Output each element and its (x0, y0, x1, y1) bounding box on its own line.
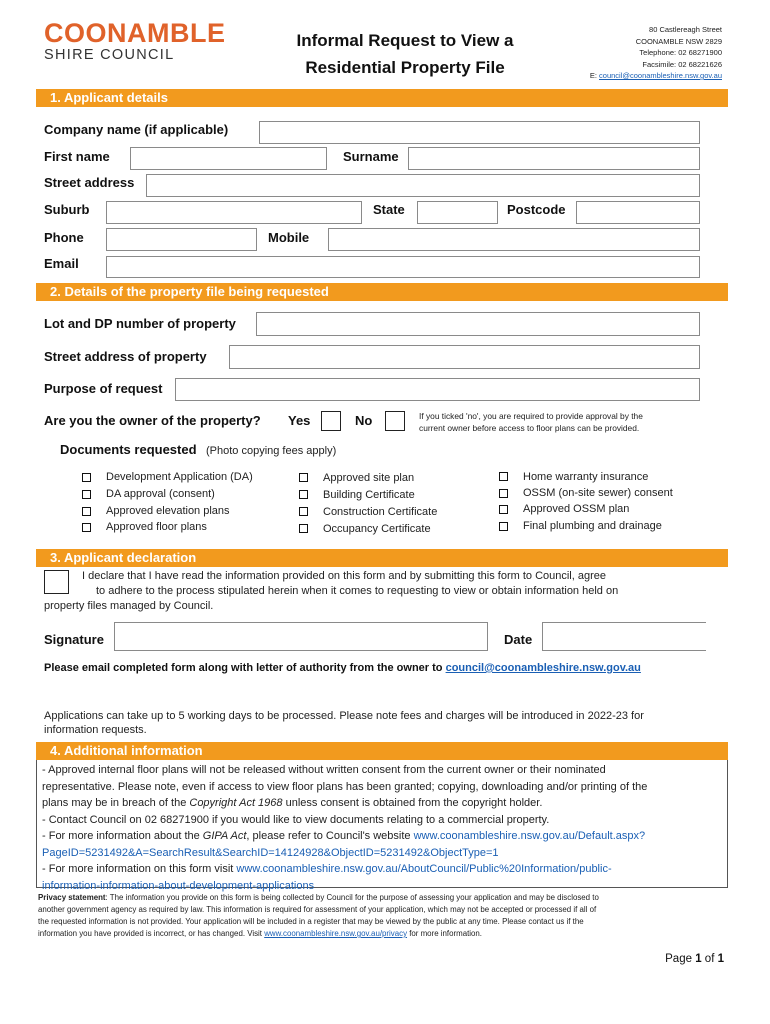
info-text: - For more information on this form visit (42, 863, 237, 875)
owner-note (419, 410, 643, 434)
owner-question: Are you the owner of the property? (44, 413, 261, 428)
info-line: representative. Please note, even if access to view floor plans has been granted; copying, downloading and/or printing of the (42, 780, 648, 793)
mobile-label: Mobile (268, 230, 310, 245)
owner-note-line: If you ticked 'no', you are required to provide approval by the (419, 411, 643, 421)
processing-line: Applications can take up to 5 working days to be processed. Please note fees and charges will be introduced in 2022-23 for (44, 710, 644, 722)
page-prefix: Page (665, 953, 696, 965)
address-line: 80 Castlereagh Street (649, 25, 722, 34)
info-text: , please refer to Council's website (246, 830, 414, 842)
doc-label-building-certificate: Building Certificate (323, 489, 415, 501)
privacy-link[interactable]: www.coonambleshire.nsw.gov.au/privacy (264, 929, 408, 938)
doc-label-construction-certificate: Construction Certificate (323, 506, 438, 518)
privacy-line (38, 892, 728, 904)
purpose-label: Purpose of request (44, 381, 163, 396)
mobile-field[interactable] (328, 228, 700, 251)
doc-checkbox-elevation-plans[interactable] (82, 507, 91, 516)
declaration-line: I declare that I have read the information provided on this form and by submitting this form to Council, agree (82, 570, 606, 582)
gipa-link[interactable]: www.coonambleshire.nsw.gov.au/Default.aspx? (413, 830, 646, 842)
declaration-line: property files managed by Council. (44, 600, 214, 612)
additional-info-text (42, 762, 726, 894)
phone-field[interactable] (106, 228, 257, 251)
doc-label-site-plan: Approved site plan (323, 472, 415, 484)
doc-label-floor-plans: Approved floor plans (106, 521, 207, 533)
company-name-field[interactable] (259, 121, 700, 144)
processing-line: information requests. (44, 724, 147, 736)
docs-fee-note: (Photo copying fees apply) (206, 445, 337, 457)
doc-checkbox-construction-certificate[interactable] (299, 507, 308, 516)
doc-checkbox-da-approval[interactable] (82, 490, 91, 499)
email-instruction (44, 662, 641, 674)
address-email-line (590, 70, 722, 82)
section-3-heading: 3. Applicant declaration (36, 549, 728, 567)
logo-coonamble: COONAMBLE (44, 18, 226, 48)
doc-checkbox-home-warranty[interactable] (499, 472, 508, 481)
info-line (42, 861, 726, 878)
property-street-field[interactable] (229, 345, 700, 369)
form-info-link[interactable]: www.coonambleshire.nsw.gov.au/AboutCouncil/Public%20Information/public- (236, 863, 612, 875)
doc-checkbox-occupancy-certificate[interactable] (299, 524, 308, 533)
privacy-text: for more information. (407, 929, 483, 938)
info-line: - Approved internal floor plans will not be released without written consent from the current owner or their nominated (42, 764, 606, 776)
logo-shire-council: SHIRE COUNCIL (44, 47, 175, 63)
postcode-field[interactable] (576, 201, 700, 224)
doc-label-ossm-consent: OSSM (on-site sewer) consent (523, 487, 673, 499)
street-address-field[interactable] (146, 174, 700, 197)
owner-no-label: No (355, 413, 373, 428)
info-line (42, 845, 726, 862)
council-email-link[interactable]: council@coonambleshire.nsw.gov.au (599, 71, 722, 80)
state-label: State (373, 202, 405, 217)
surname-field[interactable] (408, 147, 700, 170)
docs-heading-label: Documents requested (60, 442, 197, 457)
privacy-statement (38, 892, 728, 940)
page-current: 1 (695, 953, 702, 965)
submission-email-link[interactable]: council@coonambleshire.nsw.gov.au (445, 662, 641, 674)
owner-yes-label: Yes (288, 413, 311, 428)
documents-requested-heading (60, 441, 336, 459)
council-address (590, 24, 722, 82)
privacy-line (38, 928, 728, 940)
doc-checkbox-building-certificate[interactable] (299, 490, 308, 499)
page-of: of (701, 953, 718, 965)
address-line: Facsimile: 02 68221626 (642, 59, 722, 69)
doc-checkbox-da[interactable] (82, 473, 91, 482)
info-line (42, 795, 726, 812)
email-instruction-text: Please email completed form along with letter of authority from the owner to (44, 662, 443, 674)
copyright-act-text: Copyright Act 1968 (189, 797, 283, 809)
section-2-heading: 2. Details of the property file being requested (36, 283, 728, 301)
info-line (42, 828, 726, 845)
purpose-field[interactable] (175, 378, 700, 401)
doc-label-occupancy-certificate: Occupancy Certificate (323, 523, 431, 535)
page-total: 1 (717, 953, 724, 965)
lot-dp-field[interactable] (256, 312, 700, 336)
gipa-act-text: GIPA Act (202, 830, 247, 842)
lot-dp-label: Lot and DP number of property (44, 316, 236, 331)
suburb-label: Suburb (44, 202, 90, 217)
address-line: Telephone: 02 68271900 (639, 48, 722, 57)
form-info-link-continued[interactable]: information-information-about-development-applications (42, 879, 315, 892)
gipa-link-continued[interactable]: PageID=5231492&A=SearchResult&SearchID=14124928&ObjectID=5231492&ObjectType=1 (42, 846, 499, 859)
signature-field[interactable] (114, 622, 488, 651)
owner-no-checkbox[interactable] (385, 411, 405, 431)
owner-yes-checkbox[interactable] (321, 411, 341, 431)
doc-checkbox-site-plan[interactable] (299, 473, 308, 482)
doc-label-plumbing-drainage: Final plumbing and drainage (523, 520, 662, 532)
privacy-line: another government agency as required by law. This information is required for assessment of your application, which may not be accepted or processed if all of (38, 905, 597, 914)
signature-label: Signature (44, 632, 104, 647)
doc-checkbox-ossm-consent[interactable] (499, 489, 508, 498)
info-text: plans may be in breach of the (42, 797, 190, 809)
company-name-label: Company name (if applicable) (44, 122, 229, 137)
doc-label-elevation-plans: Approved elevation plans (106, 505, 230, 517)
info-text: unless consent is obtained from the copyright holder. (282, 797, 543, 809)
info-line: - Contact Council on 02 68271900 if you would like to view documents relating to a commercial property. (42, 813, 550, 826)
email-field[interactable] (106, 256, 700, 278)
first-name-field[interactable] (130, 147, 327, 170)
doc-label-ossm-plan: Approved OSSM plan (523, 503, 630, 515)
privacy-text: : The information you provide on this form is being collected by Council for the purpose of assessing your application and may be disclosed to (105, 893, 599, 902)
first-name-label: First name (44, 149, 110, 164)
property-street-label: Street address of property (44, 349, 207, 364)
page-number (665, 953, 724, 965)
doc-checkbox-floor-plans[interactable] (82, 523, 91, 532)
doc-checkbox-ossm-plan[interactable] (499, 505, 508, 514)
date-field[interactable] (542, 622, 706, 651)
declaration-line: to adhere to the process stipulated herein when it comes to requesting to view or obtain information held on (96, 585, 619, 597)
doc-checkbox-plumbing-drainage[interactable] (499, 522, 508, 531)
privacy-text: information you have provided is incorrect, or has changed. Visit (38, 929, 265, 938)
info-text: - For more information about the (42, 830, 203, 842)
doc-label-da: Development Application (DA) (106, 471, 253, 483)
owner-note-line: current owner before access to floor plans can be provided. (419, 423, 640, 433)
title-line-1: Informal Request to View a (296, 31, 514, 50)
state-field[interactable] (417, 201, 498, 224)
title-line-2: Residential Property File (305, 58, 505, 77)
phone-label: Phone (44, 230, 84, 245)
email-prefix: E: (589, 71, 600, 80)
doc-label-home-warranty: Home warranty insurance (523, 471, 649, 483)
page-title (270, 27, 540, 81)
privacy-line: the requested information is not provided. Your application will be included in a register that may be viewed by the public at any time. Please contact us if the (38, 917, 584, 926)
postcode-label: Postcode (507, 202, 566, 217)
declaration-checkbox[interactable] (44, 570, 69, 594)
privacy-label: Privacy statement (38, 893, 106, 902)
street-address-label: Street address (44, 175, 135, 190)
processing-note (44, 709, 724, 737)
doc-label-da-approval: DA approval (consent) (106, 488, 215, 500)
suburb-field[interactable] (106, 201, 362, 224)
address-line: COONAMBLE NSW 2829 (635, 36, 722, 46)
date-label: Date (504, 632, 533, 647)
email-label: Email (44, 256, 79, 271)
surname-label: Surname (343, 149, 399, 164)
section-1-heading: 1. Applicant details (36, 89, 728, 107)
section-4-heading: 4. Additional information (36, 742, 728, 760)
